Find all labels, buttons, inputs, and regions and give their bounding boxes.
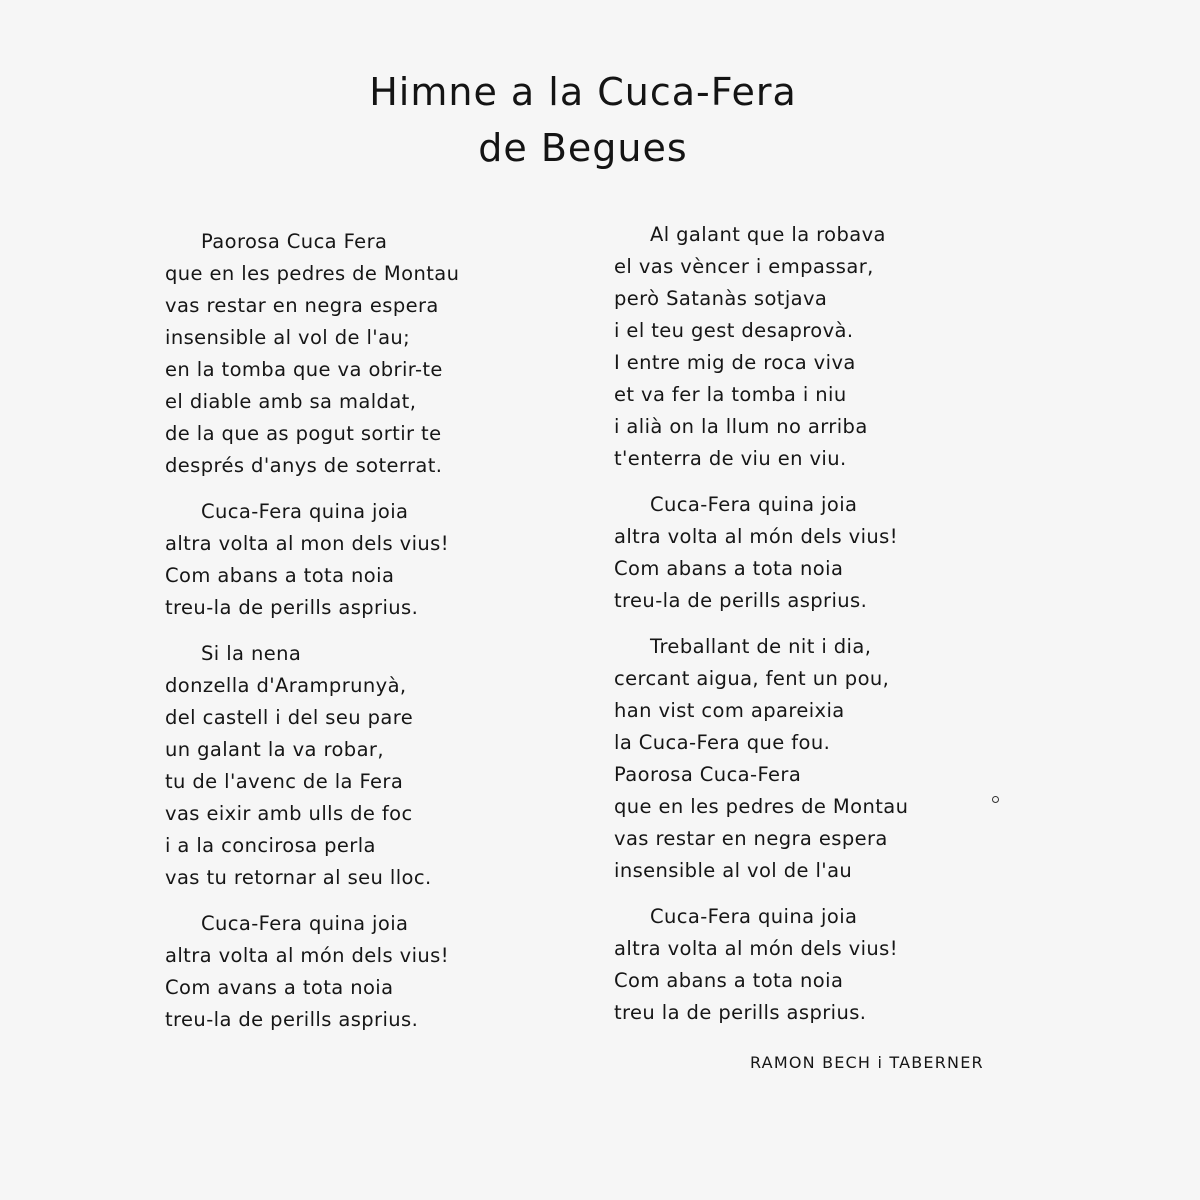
verse-line: altra volta al món dels vius! — [614, 525, 898, 548]
verse-line: la Cuca-Fera que fou. — [614, 731, 831, 754]
verse-line: Com avans a tota noia — [165, 976, 394, 999]
page-title — [0, 64, 1166, 176]
title-line-1: Himne a la Cuca-Fera — [369, 70, 797, 114]
verse-line: altra volta al món dels vius! — [165, 944, 449, 967]
verse-line: treu la de perills asprius. — [614, 1001, 867, 1024]
verse-line: que en les pedres de Montau — [165, 262, 460, 285]
verse-line: Treballant de nit i dia, — [650, 635, 872, 658]
verse-line: Al galant que la robava — [650, 223, 886, 246]
verse-line: però Satanàs sotjava — [614, 287, 828, 310]
stanza — [614, 901, 1014, 1029]
title-line-2: de Begues — [478, 126, 688, 170]
verse-line: que en les pedres de Montau — [614, 795, 909, 818]
verse-line: i a la concirosa perla — [165, 834, 376, 857]
left-poem-column — [165, 226, 545, 1050]
verse-line: vas restar en negra espera — [614, 827, 888, 850]
verse-line: insensible al vol de l'au; — [165, 326, 411, 349]
verse-line: Com abans a tota noia — [614, 969, 844, 992]
verse-line: en la tomba que va obrir-te — [165, 358, 443, 381]
verse-line: Com abans a tota noia — [165, 564, 395, 587]
verse-line: I entre mig de roca viva — [614, 351, 856, 374]
verse-line: treu-la de perills asprius. — [165, 596, 419, 619]
verse-line: altra volta al mon dels vius! — [165, 532, 449, 555]
verse-line: treu-la de perills asprius. — [165, 1008, 419, 1031]
verse-line: han vist com apareixia — [614, 699, 845, 722]
verse-line: vas eixir amb ulls de foc — [165, 802, 413, 825]
verse-line: del castell i del seu pare — [165, 706, 414, 729]
verse-line: i alià on la llum no arriba — [614, 415, 868, 438]
author-signature: RAMON BECH i TABERNER — [750, 1053, 984, 1072]
stanza — [165, 226, 545, 482]
verse-line: altra volta al món dels vius! — [614, 937, 898, 960]
verse-line: vas tu retornar al seu lloc. — [165, 866, 432, 889]
verse-line: i el teu gest desaprovà. — [614, 319, 854, 342]
verse-line: tu de l'avenc de la Fera — [165, 770, 404, 793]
stanza — [614, 489, 1014, 617]
verse-line: un galant la va robar, — [165, 738, 384, 761]
stanza — [165, 638, 545, 894]
stanza — [165, 496, 545, 624]
verse-line: el diable amb sa maldat, — [165, 390, 417, 413]
verse-line: donzella d'Aramprunyà, — [165, 674, 407, 697]
verse-line: insensible al vol de l'au — [614, 859, 853, 882]
verse-line: després d'anys de soterrat. — [165, 454, 443, 477]
verse-line: Cuca-Fera quina joia — [201, 500, 409, 523]
verse-line: Cuca-Fera quina joia — [650, 905, 858, 928]
right-poem-column — [614, 219, 1014, 1043]
verse-line: treu-la de perills asprius. — [614, 589, 868, 612]
verse-line: cercant aigua, fent un pou, — [614, 667, 890, 690]
verse-line: Cuca-Fera quina joia — [650, 493, 858, 516]
verse-line: Cuca-Fera quina joia — [201, 912, 409, 935]
verse-line: t'enterra de viu en viu. — [614, 447, 847, 470]
verse-line: et va fer la tomba i niu — [614, 383, 847, 406]
verse-line: de la que as pogut sortir te — [165, 422, 442, 445]
verse-line: Paorosa Cuca-Fera — [614, 763, 802, 786]
stanza — [614, 631, 1014, 887]
verse-line: Com abans a tota noia — [614, 557, 844, 580]
verse-line: Si la nena — [201, 642, 302, 665]
verse-line: vas restar en negra espera — [165, 294, 439, 317]
verse-line: el vas vèncer i empassar, — [614, 255, 874, 278]
stanza — [614, 219, 1014, 475]
verse-line: Paorosa Cuca Fera — [201, 230, 388, 253]
stanza — [165, 908, 545, 1036]
print-speck — [992, 796, 999, 803]
